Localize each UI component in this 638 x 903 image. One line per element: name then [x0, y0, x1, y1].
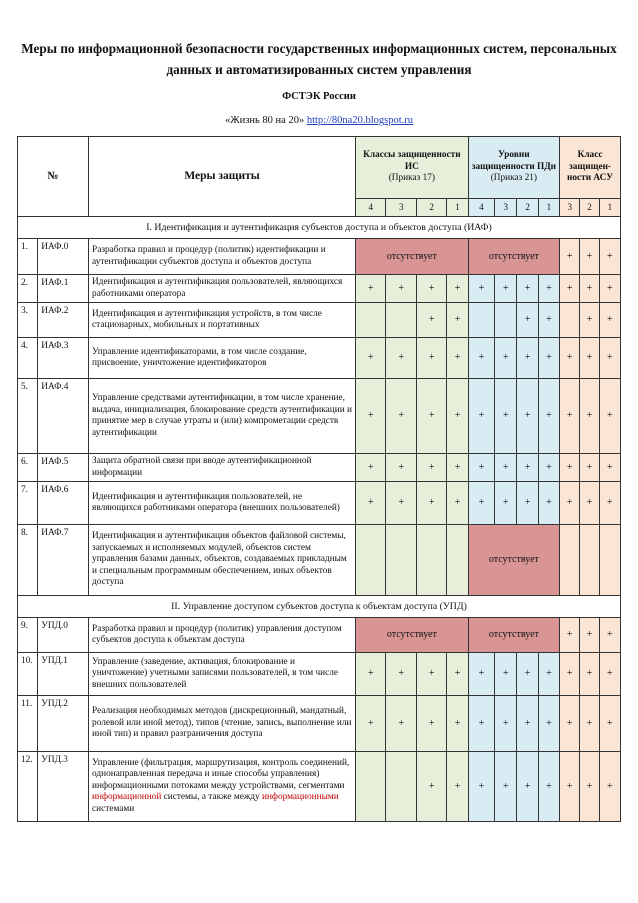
row-text: Идентификация и аутентификация устройств, в том числе стационарных, мобильных и портативных: [89, 303, 356, 338]
plus-mark: +: [468, 653, 494, 696]
plus-mark: +: [599, 454, 620, 482]
plus-mark: +: [447, 275, 468, 303]
plus-mark: +: [560, 239, 580, 275]
plus-mark: +: [416, 338, 446, 379]
plus-mark: +: [468, 338, 494, 379]
plus-mark: +: [468, 752, 494, 822]
plus-mark: +: [356, 454, 386, 482]
row-code: УПД.3: [38, 752, 89, 822]
plus-mark: +: [580, 303, 599, 338]
row-code: УПД.1: [38, 653, 89, 696]
table-row: [18, 239, 621, 275]
empty-cell: [580, 525, 599, 596]
row-code: ИАФ.6: [38, 482, 89, 525]
empty-cell: [468, 303, 494, 338]
plus-mark: +: [538, 379, 559, 454]
plus-mark: +: [580, 618, 599, 653]
plus-mark: +: [560, 338, 580, 379]
plus-mark: +: [447, 696, 468, 752]
level-cell: 3: [495, 199, 517, 217]
table-row: [18, 696, 621, 752]
table-row: [18, 303, 621, 338]
section-title: II. Управление доступом субъектов доступа к объектам доступа (УПД): [18, 596, 621, 618]
plus-mark: +: [538, 454, 559, 482]
header-is: [356, 137, 469, 199]
plus-mark: +: [356, 338, 386, 379]
header-is-sub: (Приказ 17): [388, 173, 436, 184]
plus-mark: +: [517, 696, 538, 752]
header-is-title: Классы защищенности ИС: [363, 150, 461, 172]
row-code: ИАФ.3: [38, 338, 89, 379]
empty-cell: [560, 525, 580, 596]
plus-mark: +: [560, 275, 580, 303]
plus-mark: +: [599, 618, 620, 653]
plus-mark: +: [468, 454, 494, 482]
row-text: Разработка правил и процедур (политик) идентификации и аутентификации субъектов доступа и объектов доступа: [89, 239, 356, 275]
row-number: 5.: [18, 379, 38, 454]
level-cell: 4: [356, 199, 386, 217]
row-text: Защита обратной связи при вводе аутентификационной информации: [89, 454, 356, 482]
plus-mark: +: [447, 482, 468, 525]
level-cell: 3: [386, 199, 416, 217]
empty-cell: [599, 525, 620, 596]
plus-mark: +: [560, 618, 580, 653]
plus-mark: +: [599, 379, 620, 454]
plus-mark: +: [386, 653, 416, 696]
plus-mark: +: [538, 275, 559, 303]
level-cell: 4: [468, 199, 494, 217]
plus-mark: +: [356, 696, 386, 752]
plus-mark: +: [356, 275, 386, 303]
empty-cell: [386, 303, 416, 338]
plus-mark: +: [416, 379, 446, 454]
absent-cell: отсутствует: [468, 239, 559, 275]
plus-mark: +: [356, 482, 386, 525]
row-number: 7.: [18, 482, 38, 525]
row-number: 6.: [18, 454, 38, 482]
plus-mark: +: [599, 275, 620, 303]
header-pdn-title: Уровни защищенности ПДн: [471, 150, 557, 172]
row-text: Реализация необходимых методов (дискреционный, мандатный, ролевой или иной метод), типов (чтение, запись, выполнение или иной тип) и правил разграничения доступа: [89, 696, 356, 752]
section-row: [18, 217, 621, 239]
plus-mark: +: [580, 379, 599, 454]
plus-mark: +: [386, 696, 416, 752]
row-code: ИАФ.2: [38, 303, 89, 338]
empty-cell: [356, 525, 386, 596]
plus-mark: +: [560, 379, 580, 454]
level-cell: 1: [538, 199, 559, 217]
plus-mark: +: [538, 338, 559, 379]
plus-mark: +: [447, 303, 468, 338]
plus-mark: +: [538, 482, 559, 525]
plus-mark: +: [599, 696, 620, 752]
plus-mark: +: [580, 275, 599, 303]
table-row: [18, 275, 621, 303]
plus-mark: +: [447, 653, 468, 696]
plus-mark: +: [356, 653, 386, 696]
source-line: [0, 115, 638, 126]
empty-cell: [447, 525, 468, 596]
plus-mark: +: [517, 379, 538, 454]
level-cell: 1: [447, 199, 468, 217]
document-title: Меры по информационной безопасности государственных информационных систем, персональных данных и автоматизированных систем управления: [21, 41, 617, 77]
table-row: [18, 752, 621, 822]
plus-mark: +: [386, 454, 416, 482]
section-title: I. Идентификация и аутентификация субъектов доступа и объектов доступа (ИАФ): [18, 217, 621, 239]
section-row: [18, 596, 621, 618]
row-text-part: Управление (фильтрация, маршрутизация, контроль соединений, однонаправленная передача и иные способы управления) информационными потоками между устройствами, сегментами: [92, 757, 350, 791]
plus-mark: +: [416, 303, 446, 338]
level-cell: 3: [560, 199, 580, 217]
row-code: ИАФ.1: [38, 275, 89, 303]
table-row: [18, 454, 621, 482]
row-text-part: системы, а также между: [161, 792, 262, 803]
row-number: 10.: [18, 653, 38, 696]
row-code: ИАФ.0: [38, 239, 89, 275]
level-cell: 2: [517, 199, 538, 217]
row-number: 1.: [18, 239, 38, 275]
absent-cell: отсутствует: [468, 525, 559, 596]
plus-mark: +: [416, 275, 446, 303]
row-number: 3.: [18, 303, 38, 338]
empty-cell: [386, 525, 416, 596]
plus-mark: +: [560, 454, 580, 482]
row-code: ИАФ.7: [38, 525, 89, 596]
row-text: Управление идентификаторами, в том числе создание, присвоение, уничтожение идентификаторов: [89, 338, 356, 379]
table-row: [18, 482, 621, 525]
table-row: [18, 525, 621, 596]
plus-mark: +: [416, 653, 446, 696]
empty-cell: [416, 525, 446, 596]
plus-mark: +: [580, 653, 599, 696]
row-number: 9.: [18, 618, 38, 653]
empty-cell: [560, 303, 580, 338]
table-row: [18, 338, 621, 379]
row-text: Идентификация и аутентификация пользователей, являющихся работниками оператора: [89, 275, 356, 303]
plus-mark: +: [416, 696, 446, 752]
plus-mark: +: [560, 482, 580, 525]
row-number: 4.: [18, 338, 38, 379]
plus-mark: +: [386, 379, 416, 454]
plus-mark: +: [599, 338, 620, 379]
level-cell: 2: [416, 199, 446, 217]
row-text-highlight: информационной: [92, 792, 162, 803]
header-num: №: [18, 137, 89, 217]
plus-mark: +: [580, 752, 599, 822]
source-text: «Жизнь 80 на 20»: [224, 115, 305, 126]
empty-cell: [495, 303, 517, 338]
plus-mark: +: [495, 275, 517, 303]
plus-mark: +: [538, 653, 559, 696]
plus-mark: +: [560, 653, 580, 696]
level-cell: 2: [580, 199, 599, 217]
row-code: УПД.0: [38, 618, 89, 653]
row-code: ИАФ.5: [38, 454, 89, 482]
empty-cell: [386, 752, 416, 822]
plus-mark: +: [468, 379, 494, 454]
plus-mark: +: [599, 303, 620, 338]
plus-mark: +: [517, 275, 538, 303]
row-text: Идентификация и аутентификация пользователей, не являющихся работниками оператора (внешних пользователей): [89, 482, 356, 525]
row-number: 11.: [18, 696, 38, 752]
row-text-part: системами: [92, 803, 135, 814]
header-asu: Класс защищен-ности АСУ: [560, 137, 621, 199]
plus-mark: +: [495, 752, 517, 822]
plus-mark: +: [495, 696, 517, 752]
row-code: ИАФ.4: [38, 379, 89, 454]
plus-mark: +: [495, 338, 517, 379]
plus-mark: +: [416, 482, 446, 525]
plus-mark: +: [580, 482, 599, 525]
plus-mark: +: [599, 482, 620, 525]
plus-mark: +: [560, 696, 580, 752]
plus-mark: +: [495, 454, 517, 482]
absent-cell: отсутствует: [468, 618, 559, 653]
plus-mark: +: [468, 696, 494, 752]
plus-mark: +: [538, 696, 559, 752]
measures-table: [17, 136, 621, 822]
source-link[interactable]: http://80na20.blogspot.ru: [306, 115, 414, 126]
plus-mark: +: [560, 752, 580, 822]
plus-mark: +: [517, 303, 538, 338]
row-number: 8.: [18, 525, 38, 596]
plus-mark: +: [580, 239, 599, 275]
header-pdn-sub: (Приказ 21): [490, 173, 538, 184]
plus-mark: +: [599, 752, 620, 822]
plus-mark: +: [538, 752, 559, 822]
table-row: [18, 618, 621, 653]
empty-cell: [356, 752, 386, 822]
plus-mark: +: [495, 379, 517, 454]
plus-mark: +: [599, 239, 620, 275]
plus-mark: +: [447, 338, 468, 379]
plus-mark: +: [495, 653, 517, 696]
plus-mark: +: [538, 303, 559, 338]
empty-cell: [356, 303, 386, 338]
plus-mark: +: [468, 482, 494, 525]
row-text: [89, 752, 356, 822]
plus-mark: +: [599, 653, 620, 696]
level-cell: 1: [599, 199, 620, 217]
plus-mark: +: [416, 454, 446, 482]
absent-cell: отсутствует: [356, 239, 469, 275]
plus-mark: +: [580, 454, 599, 482]
plus-mark: +: [495, 482, 517, 525]
plus-mark: +: [356, 379, 386, 454]
row-number: 12.: [18, 752, 38, 822]
plus-mark: +: [416, 752, 446, 822]
plus-mark: +: [386, 275, 416, 303]
plus-mark: +: [447, 454, 468, 482]
plus-mark: +: [386, 482, 416, 525]
plus-mark: +: [580, 338, 599, 379]
plus-mark: +: [580, 696, 599, 752]
plus-mark: +: [468, 275, 494, 303]
plus-mark: +: [517, 752, 538, 822]
row-text: Управление (заведение, активация, блокирование и уничтожение) учетными записями пользователей, в том числе внешних пользователей: [89, 653, 356, 696]
header-measures: Меры защиты: [89, 137, 356, 217]
row-text-highlight: информационными: [261, 792, 339, 803]
table-row: [18, 653, 621, 696]
plus-mark: +: [517, 653, 538, 696]
plus-mark: +: [386, 338, 416, 379]
row-text: Идентификация и аутентификация объектов файловой системы, запускаемых и исполняемых модулей, объектов систем управления базами данных, объектов, создаваемых прикладным и специальным программным обеспечением, иных объектов доступа: [89, 525, 356, 596]
organization-name: ФСТЭК России: [282, 91, 356, 102]
plus-mark: +: [447, 752, 468, 822]
header-pdn: [468, 137, 559, 199]
row-text: Разработка правил и процедур (политик) управления доступом субъектов доступа к объектам доступа: [89, 618, 356, 653]
plus-mark: +: [517, 338, 538, 379]
plus-mark: +: [517, 482, 538, 525]
row-code: УПД.2: [38, 696, 89, 752]
table-row: [18, 379, 621, 454]
plus-mark: +: [447, 379, 468, 454]
absent-cell: отсутствует: [356, 618, 469, 653]
plus-mark: +: [517, 454, 538, 482]
row-number: 2.: [18, 275, 38, 303]
row-text: Управление средствами аутентификации, в том числе хранение, выдача, инициализация, блокирование средств аутентификации и принятие мер в случае утраты и (или) компрометации средств аутентификации: [89, 379, 356, 454]
